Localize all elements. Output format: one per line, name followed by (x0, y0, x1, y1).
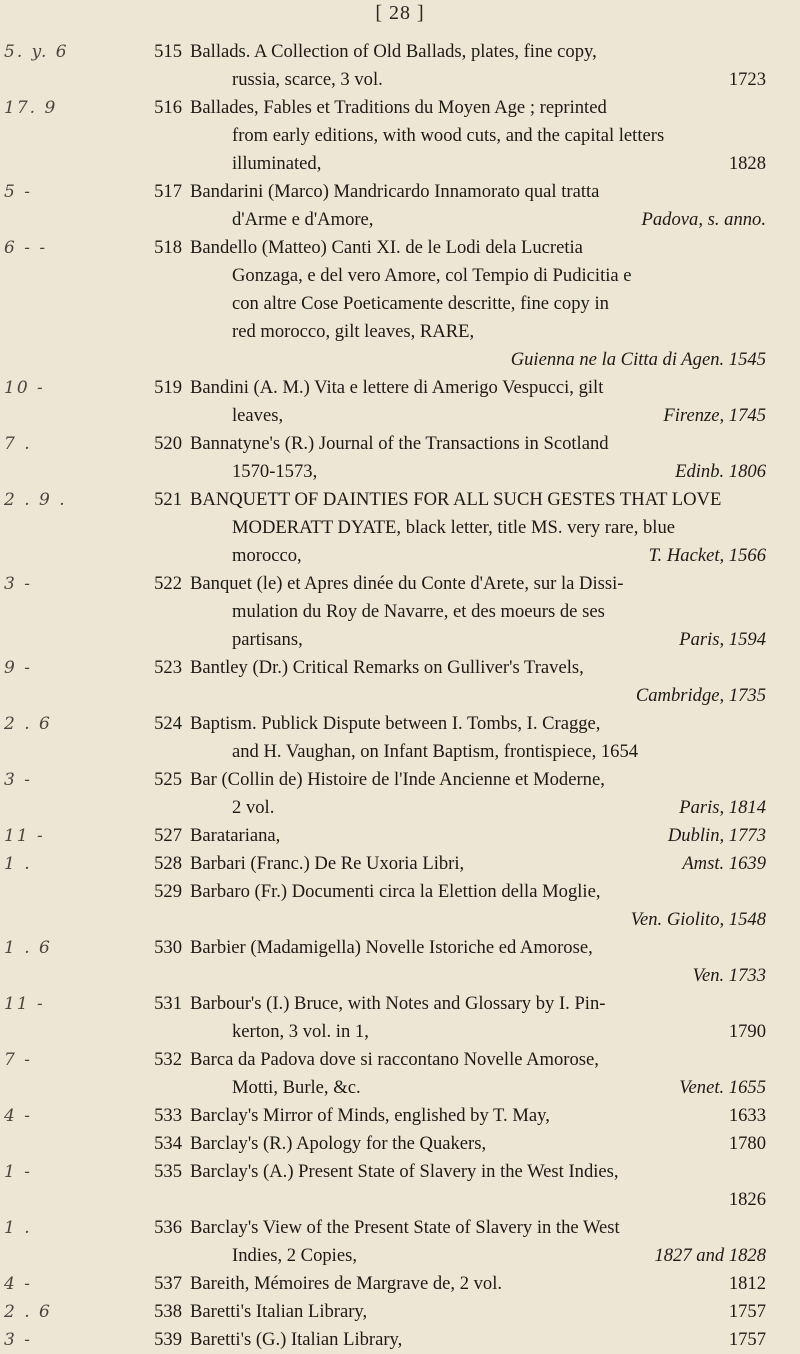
entry-text: Banquet (le) et Apres dinée du Conte d'Arete, sur la Dissi- (190, 573, 624, 594)
entry-line (0, 346, 800, 374)
imprint-date: 1812 (728, 1273, 766, 1294)
lot-number: 534 (154, 1133, 182, 1154)
entry-text: Baptism. Publick Dispute between I. Tombs, I. Cragge, (190, 713, 601, 734)
handwritten-price-note: 1 . (4, 1218, 32, 1238)
handwritten-price-note: 11 - (4, 826, 45, 846)
imprint-date: Guienna ne la Citta di Agen. 1545 (510, 349, 766, 370)
lot-number: 527 (154, 825, 182, 846)
lot-number: 531 (154, 993, 182, 1014)
entry-line (0, 1186, 800, 1214)
entry-line (0, 710, 800, 738)
entry-text: Barclay's (A.) Present State of Slavery in the West Indies, (190, 1161, 619, 1182)
handwritten-price-note: 5 - (4, 182, 32, 202)
handwritten-price-note: 11 - (4, 994, 45, 1014)
imprint-date: 1757 (728, 1301, 766, 1322)
imprint-date: 1757 (728, 1329, 766, 1350)
handwritten-price-note: 10 - (4, 378, 45, 398)
entry-text: morocco, (232, 545, 302, 566)
entry-line (0, 66, 800, 94)
entry-text: Indies, 2 Copies, (232, 1245, 357, 1266)
entry-text: Barca da Padova dove si raccontano Novelle Amorose, (190, 1049, 599, 1070)
imprint-date: Firenze, 1745 (663, 405, 766, 426)
entry-line (0, 1214, 800, 1242)
handwritten-price-note: 1 . (4, 854, 32, 874)
lot-number: 535 (154, 1161, 182, 1182)
entry-text: Bandini (A. M.) Vita e lettere di Amerigo Vespucci, gilt (190, 377, 604, 398)
lot-number: 518 (154, 237, 182, 258)
entry-line (0, 318, 800, 346)
entry-line (0, 766, 800, 794)
handwritten-price-note: 7 - (4, 1050, 32, 1070)
entry-text: Bannatyne's (R.) Journal of the Transactions in Scotland (190, 433, 609, 454)
imprint-date: 1780 (728, 1133, 766, 1154)
catalogue-entry (0, 990, 800, 1046)
imprint-date: Ven. 1733 (692, 965, 766, 986)
entry-text: BANQUETT OF DAINTIES FOR ALL SUCH GESTES THAT LOVE (190, 489, 722, 510)
catalogue-entry (0, 570, 800, 654)
entry-line (0, 94, 800, 122)
handwritten-price-note: 1 - (4, 1162, 32, 1182)
catalogue-entry (0, 710, 800, 766)
entry-text: Barbari (Franc.) De Re Uxoria Libri, (190, 853, 465, 874)
entry-line (0, 1102, 800, 1130)
catalogue-entry (0, 1158, 800, 1214)
imprint-date: 1723 (728, 69, 766, 90)
entry-text: Motti, Burle, &c. (232, 1077, 361, 1098)
entry-line (0, 458, 800, 486)
entry-line (0, 122, 800, 150)
entry-line (0, 878, 800, 906)
imprint-date: Paris, 1814 (679, 797, 766, 818)
entry-line (0, 206, 800, 234)
lot-number: 523 (154, 657, 182, 678)
handwritten-price-note: 2 . 6 (4, 714, 52, 734)
entry-text: 2 vol. (232, 797, 275, 818)
entry-text: MODERATT DYATE, black letter, title MS. very rare, blue (232, 517, 675, 538)
entry-text: Barbier (Madamigella) Novelle Istoriche ed Amorose, (190, 937, 593, 958)
entry-line (0, 38, 800, 66)
entry-line (0, 990, 800, 1018)
entry-line (0, 1046, 800, 1074)
imprint-date: 1790 (728, 1021, 766, 1042)
handwritten-price-note: 4 - (4, 1106, 32, 1126)
entry-text: d'Arme e d'Amore, (232, 209, 374, 230)
entry-line (0, 178, 800, 206)
entry-text: Baretti's (G.) Italian Library, (190, 1329, 403, 1350)
imprint-date: Amst. 1639 (682, 853, 766, 874)
entry-line (0, 1158, 800, 1186)
handwritten-price-note: 1 . 6 (4, 938, 52, 958)
entry-line (0, 1130, 800, 1158)
lot-number: 525 (154, 769, 182, 790)
entry-text: 1570-1573, (232, 461, 318, 482)
lot-number: 517 (154, 181, 182, 202)
entry-line (0, 1242, 800, 1270)
handwritten-price-note: 2 . 9 . (4, 490, 67, 510)
entry-text: Bar (Collin de) Histoire de l'Inde Ancienne et Moderne, (190, 769, 605, 790)
imprint-date: Cambridge, 1735 (635, 685, 766, 706)
catalogue-entry (0, 374, 800, 430)
lot-number: 522 (154, 573, 182, 594)
entry-line (0, 234, 800, 262)
catalogue-entry (0, 822, 800, 850)
page-number: [ 28 ] (375, 2, 425, 24)
imprint-date: Paris, 1594 (679, 629, 766, 650)
catalogue-entry (0, 1326, 800, 1354)
imprint-date: Edinb. 1806 (675, 461, 766, 482)
entry-text: red morocco, gilt leaves, RARE, (232, 321, 475, 342)
entry-text: partisans, (232, 629, 303, 650)
entry-line (0, 150, 800, 178)
entry-line (0, 570, 800, 598)
handwritten-price-note: 3 - (4, 770, 32, 790)
entry-line (0, 850, 800, 878)
imprint-date: T. Hacket, 1566 (648, 545, 766, 566)
catalogue-entry (0, 1046, 800, 1102)
entry-text: con altre Cose Poeticamente descritte, fine copy in (232, 293, 609, 314)
lot-number: 516 (154, 97, 182, 118)
handwritten-price-note: 5. y. 6 (4, 42, 69, 62)
catalogue-entry (0, 430, 800, 486)
catalogue-entry (0, 178, 800, 234)
entry-line (0, 906, 800, 934)
entry-line (0, 626, 800, 654)
catalogue-entry (0, 878, 800, 934)
lot-number: 536 (154, 1217, 182, 1238)
lot-number: 538 (154, 1301, 182, 1322)
catalogue-entry (0, 234, 800, 374)
entry-text: kerton, 3 vol. in 1, (232, 1021, 369, 1042)
entry-text: Baretti's Italian Library, (190, 1301, 368, 1322)
handwritten-price-note: 6 - - (4, 238, 48, 258)
entry-line (0, 486, 800, 514)
entry-text: Bandello (Matteo) Canti XI. de le Lodi dela Lucretia (190, 237, 583, 258)
entry-text: Barclay's (R.) Apology for the Quakers, (190, 1133, 487, 1154)
entry-text: and H. Vaughan, on Infant Baptism, frontispiece, 1654 (232, 741, 639, 762)
handwritten-price-note: 3 - (4, 574, 32, 594)
entry-line (0, 290, 800, 318)
entry-text: leaves, (232, 405, 284, 426)
entry-line (0, 794, 800, 822)
catalogue-entry (0, 38, 800, 94)
entry-text: Barbaro (Fr.) Documenti circa la Elettion della Moglie, (190, 881, 601, 902)
handwritten-price-note: 3 - (4, 1330, 32, 1350)
entry-line (0, 430, 800, 458)
lot-number: 528 (154, 853, 182, 874)
entry-line (0, 542, 800, 570)
catalogue-entry (0, 654, 800, 710)
imprint-date: 1826 (728, 1189, 766, 1210)
entry-line (0, 654, 800, 682)
entry-line (0, 598, 800, 626)
entry-text: Bandarini (Marco) Mandricardo Innamorato qual tratta (190, 181, 600, 202)
entry-line (0, 1018, 800, 1046)
entry-line (0, 1326, 800, 1354)
lot-number: 515 (154, 41, 182, 62)
catalogue-entry (0, 1270, 800, 1298)
imprint-date: Venet. 1655 (679, 1077, 766, 1098)
entry-line (0, 738, 800, 766)
handwritten-price-note: 7 . (4, 434, 32, 454)
entry-line (0, 1074, 800, 1102)
lot-number: 524 (154, 713, 182, 734)
entry-text: Barclay's View of the Present State of Slavery in the West (190, 1217, 620, 1238)
entry-text: Baratariana, (190, 825, 281, 846)
entry-text: Ballades, Fables et Traditions du Moyen Age ; reprinted (190, 97, 607, 118)
catalogue-entry (0, 94, 800, 178)
catalogue-entry (0, 1298, 800, 1326)
entry-line (0, 262, 800, 290)
catalogue-entry (0, 850, 800, 878)
lot-number: 519 (154, 377, 182, 398)
entry-text: from early editions, with wood cuts, and the capital letters (232, 125, 665, 146)
imprint-date: Padova, s. anno. (641, 209, 766, 230)
catalogue-entry (0, 766, 800, 822)
lot-number: 529 (154, 881, 182, 902)
entry-line (0, 962, 800, 990)
imprint-date: 1828 (728, 153, 766, 174)
entry-text: Bantley (Dr.) Critical Remarks on Gulliver's Travels, (190, 657, 584, 678)
entry-line (0, 1270, 800, 1298)
entry-text: Ballads. A Collection of Old Ballads, plates, fine copy, (190, 41, 597, 62)
lot-number: 532 (154, 1049, 182, 1070)
lot-number: 521 (154, 489, 182, 510)
lot-number: 537 (154, 1273, 182, 1294)
catalogue-entry (0, 1130, 800, 1158)
entry-line (0, 402, 800, 430)
entry-text: mulation du Roy de Navarre, et des moeurs de ses (232, 601, 605, 622)
lot-number: 533 (154, 1105, 182, 1126)
catalogue-entry (0, 934, 800, 990)
entry-list (0, 38, 800, 1354)
handwritten-price-note: 4 - (4, 1274, 32, 1294)
entry-line (0, 822, 800, 850)
handwritten-price-note: 2 . 6 (4, 1302, 52, 1322)
entry-text: illuminated, (232, 153, 322, 174)
imprint-date: Ven. Giolito, 1548 (630, 909, 766, 930)
entry-text: Barclay's Mirror of Minds, englished by T. May, (190, 1105, 550, 1126)
entry-line (0, 374, 800, 402)
lot-number: 530 (154, 937, 182, 958)
catalogue-entry (0, 486, 800, 570)
lot-number: 539 (154, 1329, 182, 1350)
handwritten-price-note: 17. 9 (4, 98, 58, 118)
entry-text: Barbour's (I.) Bruce, with Notes and Glossary by I. Pin- (190, 993, 606, 1014)
entry-text: russia, scarce, 3 vol. (232, 69, 383, 90)
entry-text: Bareith, Mémoires de Margrave de, 2 vol. (190, 1273, 503, 1294)
entry-line (0, 514, 800, 542)
imprint-date: 1827 and 1828 (654, 1245, 766, 1266)
entry-line (0, 934, 800, 962)
entry-line (0, 682, 800, 710)
catalogue-entry (0, 1102, 800, 1130)
catalogue-entry (0, 1214, 800, 1270)
imprint-date: 1633 (728, 1105, 766, 1126)
imprint-date: Dublin, 1773 (667, 825, 766, 846)
lot-number: 520 (154, 433, 182, 454)
handwritten-price-note: 9 - (4, 658, 32, 678)
entry-line (0, 1298, 800, 1326)
entry-text: Gonzaga, e del vero Amore, col Tempio di Pudicitia e (232, 265, 632, 286)
